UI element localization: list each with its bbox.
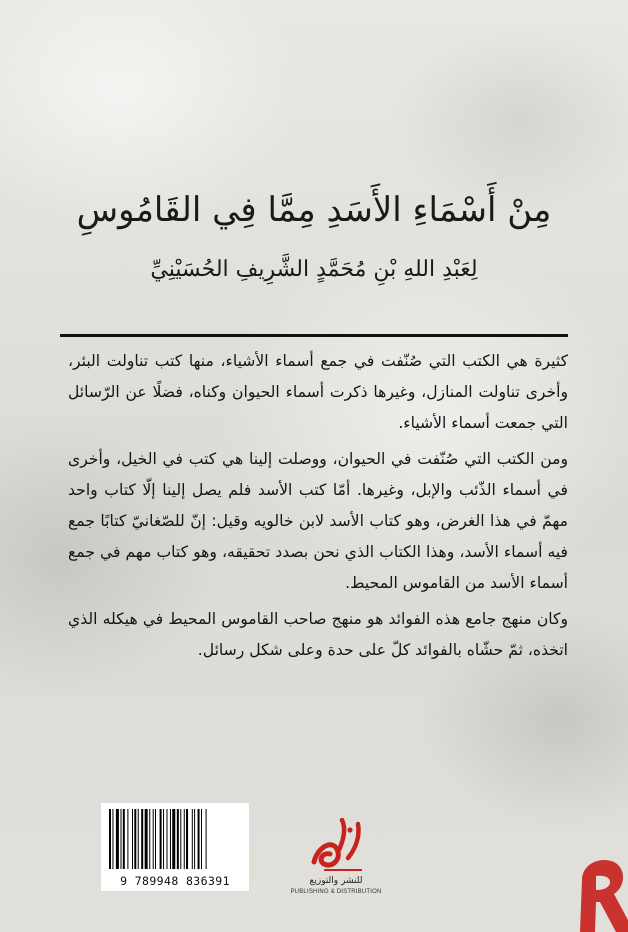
barcode-bar: [201, 809, 202, 869]
red-brush-mark: [560, 850, 628, 932]
barcode-bar: [153, 809, 154, 869]
barcode-bar: [141, 809, 143, 869]
barcode-bar: [160, 809, 162, 869]
isbn-number: 9 789948 836391: [120, 874, 230, 888]
barcode-bar: [121, 809, 122, 869]
barcode-bar: [155, 809, 156, 869]
barcode-bar: [112, 809, 113, 869]
barcode-bar: [194, 809, 195, 869]
barcode-bar: [170, 809, 171, 869]
barcode-bar: [132, 809, 133, 869]
barcode-bar: [123, 809, 125, 869]
blurb-paragraph: وكان منهج جامع هذه الفوائد هو منهج صاحب القاموس المحيط في هيكله الذي اتخذه، ثمّ حشّاه بالفوائد كلّ على حدة وعلى شكل رسائل.: [68, 609, 568, 659]
barcode-bar: [149, 809, 150, 869]
blurb-paragraph: كثيرة هي الكتب التي صُنّفت في جمع أسماء الأشياء، منها كتب تناولت البئر، وأخرى تناولت المنازل، وغيرها ذكرت أسماء الحيوان وكناه، فضلًا عن الرّسائل التي جمعت أسماء الأشياء.: [68, 352, 568, 433]
publisher-english-name: PUBLISHING & DISTRIBUTION: [290, 889, 382, 895]
barcode-bar: [145, 809, 148, 869]
isbn-barcode: [100, 802, 250, 892]
barcode-bar: [109, 809, 111, 869]
publisher-logo-mark: [304, 818, 368, 876]
barcode-bars: [107, 809, 243, 869]
book-title: مِنْ أَسْمَاءِ الأَسَدِ مِمَّا فِي القَامُوسِ: [76, 190, 552, 230]
barcode-bar: [127, 809, 128, 869]
author-name: لِعَبْدِ اللهِ بْنِ مُحَمَّدٍ الشَّرِيفِ الحُسَيْنِيِّ: [150, 257, 478, 282]
publisher-arabic-name: للنشر والتوزيع: [309, 876, 363, 886]
barcode-bar: [177, 809, 179, 869]
barcode-bar: [180, 809, 181, 869]
barcode-bar: [186, 809, 188, 869]
barcode-bar: [184, 809, 185, 869]
barcode-bar: [134, 809, 136, 869]
barcode-bar: [172, 809, 175, 869]
blurb-text: [68, 346, 568, 670]
barcode-bar: [138, 809, 139, 869]
publisher-logo: [290, 818, 382, 908]
barcode-bar: [198, 809, 200, 869]
barcode-bar: [163, 809, 164, 869]
barcode-bar: [206, 809, 207, 869]
barcode-bar: [192, 809, 193, 869]
divider-rule: [60, 334, 568, 337]
blurb-paragraph: ومن الكتب التي صُنّفت في الحيوان، ووصلت إلينا هي كتب في الخيل، وأخرى في أسماء الذّئب والإبل، وغيرها. أمّا كتب الأسد فلم يصل إلينا إلّا كتاب واحد مهمّ في هذا الغرض، وهو كتاب الأسد لابن خالويه وقيل: إنّ للصّغانيّ كتابًا جمع فيه أسماء الأسد، وهذا الكتاب الذي نحن بصدد تحقيقه، وهو كتاب مهم في جمع أسماء الأسد من القاموس المحيط.: [68, 449, 568, 593]
barcode-bar: [167, 809, 168, 869]
barcode-bar: [116, 809, 119, 869]
